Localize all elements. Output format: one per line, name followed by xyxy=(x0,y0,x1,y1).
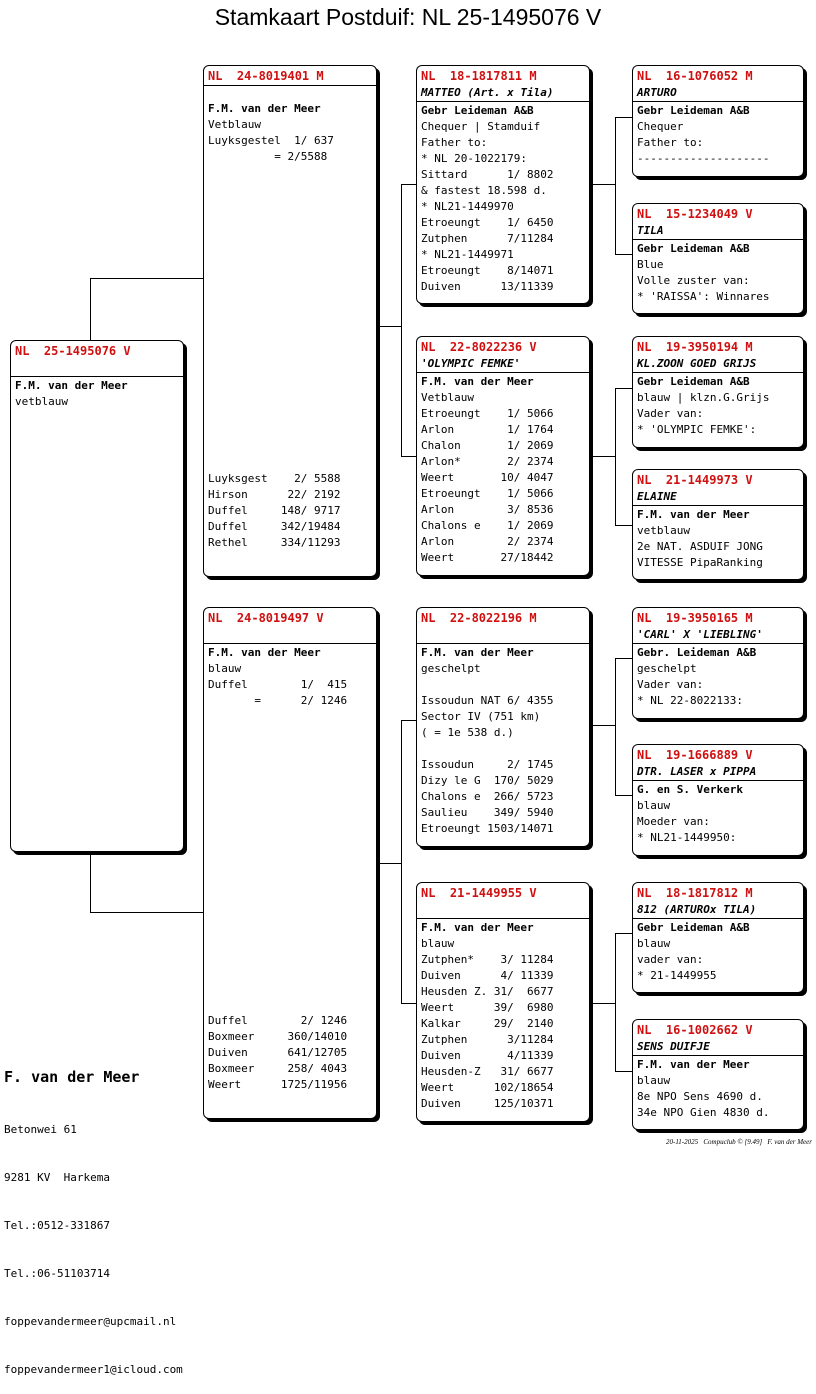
ring-number: NL 19-3950194 M xyxy=(637,340,753,354)
info-line: * NL21-1449950: xyxy=(637,831,737,844)
info-line: Weert 102/18654 xyxy=(421,1081,554,1094)
owner-name: F. van der Meer xyxy=(4,1068,140,1086)
divider xyxy=(417,372,589,373)
connector xyxy=(90,912,204,913)
connector xyxy=(615,117,616,254)
info-line: blauw xyxy=(637,1074,671,1087)
info-line: vetblauw xyxy=(637,524,690,537)
info-line: Chalon 1/ 2069 xyxy=(421,439,554,452)
info-lines xyxy=(208,101,374,165)
pigeon-name: SENS DUIFJE xyxy=(637,1040,710,1053)
connector xyxy=(590,184,615,185)
info-line: geschelpt xyxy=(421,662,481,675)
info-line: Gebr Leideman A&B xyxy=(637,375,750,388)
owner-city: 9281 KV Harkema xyxy=(4,1171,110,1184)
connector xyxy=(615,388,633,389)
ring-number: NL 21-1449955 V xyxy=(421,886,537,900)
ancestor-fmf-card xyxy=(632,336,804,448)
info-line: Zutphen 7/11284 xyxy=(421,232,554,245)
info-line: F.M. van der Meer xyxy=(208,646,321,659)
connector xyxy=(615,254,633,255)
connector xyxy=(615,658,633,659)
divider xyxy=(417,918,589,919)
info-lines xyxy=(421,920,587,1112)
divider xyxy=(417,643,589,644)
connector xyxy=(615,658,616,795)
info-line: vader van: xyxy=(637,953,704,966)
divider xyxy=(11,376,183,377)
divider xyxy=(633,239,803,240)
info-line: 8e NPO Sens 4690 d. xyxy=(637,1090,763,1103)
ring-number: NL 21-1449973 V xyxy=(637,473,753,487)
results-lines xyxy=(208,471,374,551)
info-line: * NL 20-1022179: xyxy=(421,152,527,165)
info-line: Kalkar 29/ 2140 xyxy=(421,1017,554,1030)
info-line: * NL21-1449971 xyxy=(421,248,514,261)
info-lines xyxy=(421,103,587,295)
info-line: Heusden Z. 31/ 6677 xyxy=(421,985,554,998)
info-line: = 2/5588 xyxy=(208,150,328,163)
info-line: Duffel 148/ 9717 xyxy=(208,504,341,517)
father-card xyxy=(203,65,377,577)
info-line: Heusden-Z 31/ 6677 xyxy=(421,1065,554,1078)
grandfather-paternal-card xyxy=(416,65,590,304)
info-line: Weert 10/ 4047 xyxy=(421,471,554,484)
connector xyxy=(590,1003,615,1004)
divider xyxy=(417,101,589,102)
info-lines xyxy=(637,374,801,438)
ring-number: NL 24-8019401 M xyxy=(208,69,324,83)
info-line: Duiven 13/11339 xyxy=(421,280,554,293)
pigeon-name: 812 (ARTUROx TILA) xyxy=(637,903,757,916)
info-line: Vetblauw xyxy=(208,118,261,131)
divider xyxy=(633,1055,803,1056)
info-line: 2e NAT. ASDUIF JONG xyxy=(637,540,763,553)
info-line: Chequer xyxy=(637,120,684,133)
info-line: * NL 22-8022133: xyxy=(637,694,743,707)
ancestor-mmf-card xyxy=(632,882,804,993)
ancestor-ffm-card xyxy=(632,203,804,314)
info-line: Chequer | Stamduif xyxy=(421,120,541,133)
connector xyxy=(401,456,417,457)
pigeon-name: TILA xyxy=(637,224,664,237)
ancestor-mmm-card xyxy=(632,1019,804,1130)
info-line: geschelpt xyxy=(637,662,697,675)
connector xyxy=(615,117,633,118)
info-line: F.M. van der Meer xyxy=(208,102,321,115)
info-lines xyxy=(637,920,801,984)
subject-card xyxy=(10,340,184,852)
info-line: Chalons e 266/ 5723 xyxy=(421,790,554,803)
divider xyxy=(204,643,376,644)
info-line: Zutphen 3/11284 xyxy=(421,1033,554,1046)
info-line: vetblauw xyxy=(15,395,68,408)
info-line: * 'OLYMPIC FEMKE': xyxy=(637,423,757,436)
info-line: Dizy le G 170/ 5029 xyxy=(421,774,554,787)
ancestor-fff-card xyxy=(632,65,804,177)
info-line: -------------------- xyxy=(637,152,770,165)
info-line: F.M. van der Meer xyxy=(637,508,750,521)
ring-number: NL 19-1666889 V xyxy=(637,748,753,762)
info-line: & fastest 18.598 d. xyxy=(421,184,547,197)
info-line: F.M. van der Meer xyxy=(421,375,534,388)
divider xyxy=(633,505,803,506)
info-line: Gebr Leideman A&B xyxy=(637,921,750,934)
info-line: Etroeungt 1/ 6450 xyxy=(421,216,554,229)
info-line: Duffel 2/ 1246 xyxy=(208,1014,348,1027)
grandmother-paternal-card xyxy=(416,336,590,576)
pigeon-name: MATTEO (Art. x Tila) xyxy=(421,86,554,99)
ring-number: NL 19-3950165 M xyxy=(637,611,753,625)
info-line: Arlon* 2/ 2374 xyxy=(421,455,554,468)
owner-email: foppevandermeer@upcmail.nl xyxy=(4,1315,177,1328)
info-line: * 21-1449955 xyxy=(637,969,717,982)
info-line: blauw xyxy=(421,937,455,950)
info-line: Duffel 1/ 415 xyxy=(208,678,348,691)
info-line: Gebr Leideman A&B xyxy=(637,242,750,255)
connector xyxy=(590,725,615,726)
info-line: Arlon 1/ 1764 xyxy=(421,423,554,436)
ring-number: NL 15-1234049 V xyxy=(637,207,753,221)
info-line: Issoudun NAT 6/ 4355 xyxy=(421,694,554,707)
info-line: Gebr Leideman A&B xyxy=(421,104,534,117)
divider xyxy=(633,918,803,919)
ancestor-fmm-card xyxy=(632,469,804,580)
info-lines xyxy=(421,374,587,566)
ring-number: NL 22-8022236 V xyxy=(421,340,537,354)
info-line: Duffel 342/19484 xyxy=(208,520,341,533)
info-line: ( = 1e 538 d.) xyxy=(421,726,514,739)
ancestor-mff-card xyxy=(632,607,804,719)
info-line: * 'RAISSA': Winnares xyxy=(637,290,770,303)
info-line: Etroeungt 1/ 5066 xyxy=(421,487,554,500)
connector xyxy=(615,795,633,796)
info-lines xyxy=(637,645,801,709)
connector xyxy=(377,326,401,327)
info-line: Boxmeer 360/14010 xyxy=(208,1030,348,1043)
divider xyxy=(633,372,803,373)
info-line: Father to: xyxy=(421,136,488,149)
info-line: blauw xyxy=(637,937,671,950)
info-lines xyxy=(421,645,587,837)
info-lines xyxy=(637,241,801,305)
ring-number: NL 16-1076052 M xyxy=(637,69,753,83)
info-line: Chalons e 1/ 2069 xyxy=(421,519,554,532)
info-line: Sittard 1/ 8802 xyxy=(421,168,554,181)
info-line: Moeder van: xyxy=(637,815,710,828)
info-line: Weert 1725/11956 xyxy=(208,1078,348,1091)
info-line: Vetblauw xyxy=(421,391,474,404)
info-lines xyxy=(637,1057,801,1121)
pigeon-name: KL.ZOON GOED GRIJS xyxy=(637,357,757,370)
info-lines xyxy=(208,645,374,709)
info-line xyxy=(421,677,587,693)
connector xyxy=(90,278,204,279)
connector xyxy=(401,184,402,456)
connector xyxy=(615,525,633,526)
grandfather-maternal-card xyxy=(416,607,590,847)
ring-number: NL 18-1817811 M xyxy=(421,69,537,83)
info-line: Luyksgest 2/ 5588 xyxy=(208,472,341,485)
info-line: * NL21-1449970 xyxy=(421,200,514,213)
connector xyxy=(615,933,633,934)
info-line: Weert 27/18442 xyxy=(421,551,554,564)
owner-email-2: foppevandermeer1@icloud.com xyxy=(4,1363,183,1376)
results-lines xyxy=(208,1013,374,1093)
info-line: Duiven 4/11339 xyxy=(421,1049,554,1062)
connector xyxy=(401,1003,417,1004)
owner-mobile: Tel.:06-51103714 xyxy=(4,1267,110,1280)
info-lines xyxy=(637,507,801,571)
pigeon-name: ELAINE xyxy=(637,490,677,503)
owner-info xyxy=(4,1034,183,1394)
connector xyxy=(401,720,417,721)
owner-phone: Tel.:0512-331867 xyxy=(4,1219,110,1232)
info-line: F.M. van der Meer xyxy=(421,921,534,934)
grandmother-maternal-card xyxy=(416,882,590,1122)
connector xyxy=(401,184,417,185)
ring-number: NL 24-8019497 V xyxy=(208,611,324,625)
pigeon-name: 'OLYMPIC FEMKE' xyxy=(421,357,521,370)
info-line: Arlon 3/ 8536 xyxy=(421,503,554,516)
info-line: Father to: xyxy=(637,136,704,149)
info-line: Issoudun 2/ 1745 xyxy=(421,758,554,771)
info-line: Saulieu 349/ 5940 xyxy=(421,806,554,819)
info-line: Gebr Leideman A&B xyxy=(637,104,750,117)
info-line: Vader van: xyxy=(637,407,704,420)
info-line: Luyksgestel 1/ 637 xyxy=(208,134,334,147)
info-line: G. en S. Verkerk xyxy=(637,783,743,796)
ancestor-mfm-card xyxy=(632,744,804,856)
info-line: Duiven 641/12705 xyxy=(208,1046,348,1059)
info-line: blauw xyxy=(637,799,671,812)
info-line: blauw | klzn.G.Grijs xyxy=(637,391,770,404)
info-line: F.M. van der Meer xyxy=(15,379,128,392)
info-line: blauw xyxy=(208,662,242,675)
info-line: Duiven 4/ 11339 xyxy=(421,969,554,982)
info-line: Sector IV (751 km) xyxy=(421,710,541,723)
connector xyxy=(615,388,616,525)
info-line xyxy=(421,741,587,757)
info-line: Blue xyxy=(637,258,664,271)
info-line: Etroeungt 8/14071 xyxy=(421,264,554,277)
info-line: Gebr. Leideman A&B xyxy=(637,646,757,659)
divider xyxy=(633,643,803,644)
info-line: Duiven 125/10371 xyxy=(421,1097,554,1110)
connector xyxy=(590,456,615,457)
connector xyxy=(90,852,91,912)
info-line: = 2/ 1246 xyxy=(208,694,348,707)
info-line: Zutphen* 3/ 11284 xyxy=(421,953,554,966)
pigeon-name: DTR. LASER x PIPPA xyxy=(637,765,757,778)
connector xyxy=(615,933,616,1071)
info-line: Rethel 334/11293 xyxy=(208,536,341,549)
owner-address: Betonwei 61 xyxy=(4,1123,77,1136)
info-line: F.M. van der Meer xyxy=(421,646,534,659)
info-lines xyxy=(15,378,181,410)
info-line: Etroeungt 1/ 5066 xyxy=(421,407,554,420)
info-line: Vader van: xyxy=(637,678,704,691)
ring-number: NL 25-1495076 V xyxy=(15,344,131,358)
mother-card xyxy=(203,607,377,1119)
ring-number: NL 16-1002662 V xyxy=(637,1023,753,1037)
info-lines xyxy=(637,782,801,846)
pigeon-name: ARTURO xyxy=(637,86,677,99)
info-line: VITESSE PipaRanking xyxy=(637,556,763,569)
info-line: F.M. van der Meer xyxy=(637,1058,750,1071)
ring-number: NL 22-8022196 M xyxy=(421,611,537,625)
info-line: Hirson 22/ 2192 xyxy=(208,488,341,501)
info-line: 34e NPO Gien 4830 d. xyxy=(637,1106,770,1119)
connector xyxy=(401,720,402,1003)
pigeon-name: 'CARL' X 'LIEBLING' xyxy=(637,628,763,641)
page-title: Stamkaart Postduif: NL 25-1495076 V xyxy=(214,4,602,30)
info-line: Volle zuster van: xyxy=(637,274,750,287)
connector xyxy=(90,278,91,340)
connector xyxy=(377,863,401,864)
footer-credit: 20-11-2025 Compuclub © [9.49] F. van der Meer xyxy=(665,1138,812,1146)
info-line: Weert 39/ 6980 xyxy=(421,1001,554,1014)
info-line: Etroeungt 1503/14071 xyxy=(421,822,554,835)
ring-number: NL 18-1817812 M xyxy=(637,886,753,900)
info-line: Boxmeer 258/ 4043 xyxy=(208,1062,348,1075)
divider xyxy=(204,85,376,86)
divider xyxy=(633,780,803,781)
connector xyxy=(615,1071,633,1072)
divider xyxy=(633,101,803,102)
info-line: Arlon 2/ 2374 xyxy=(421,535,554,548)
info-lines xyxy=(637,103,801,167)
